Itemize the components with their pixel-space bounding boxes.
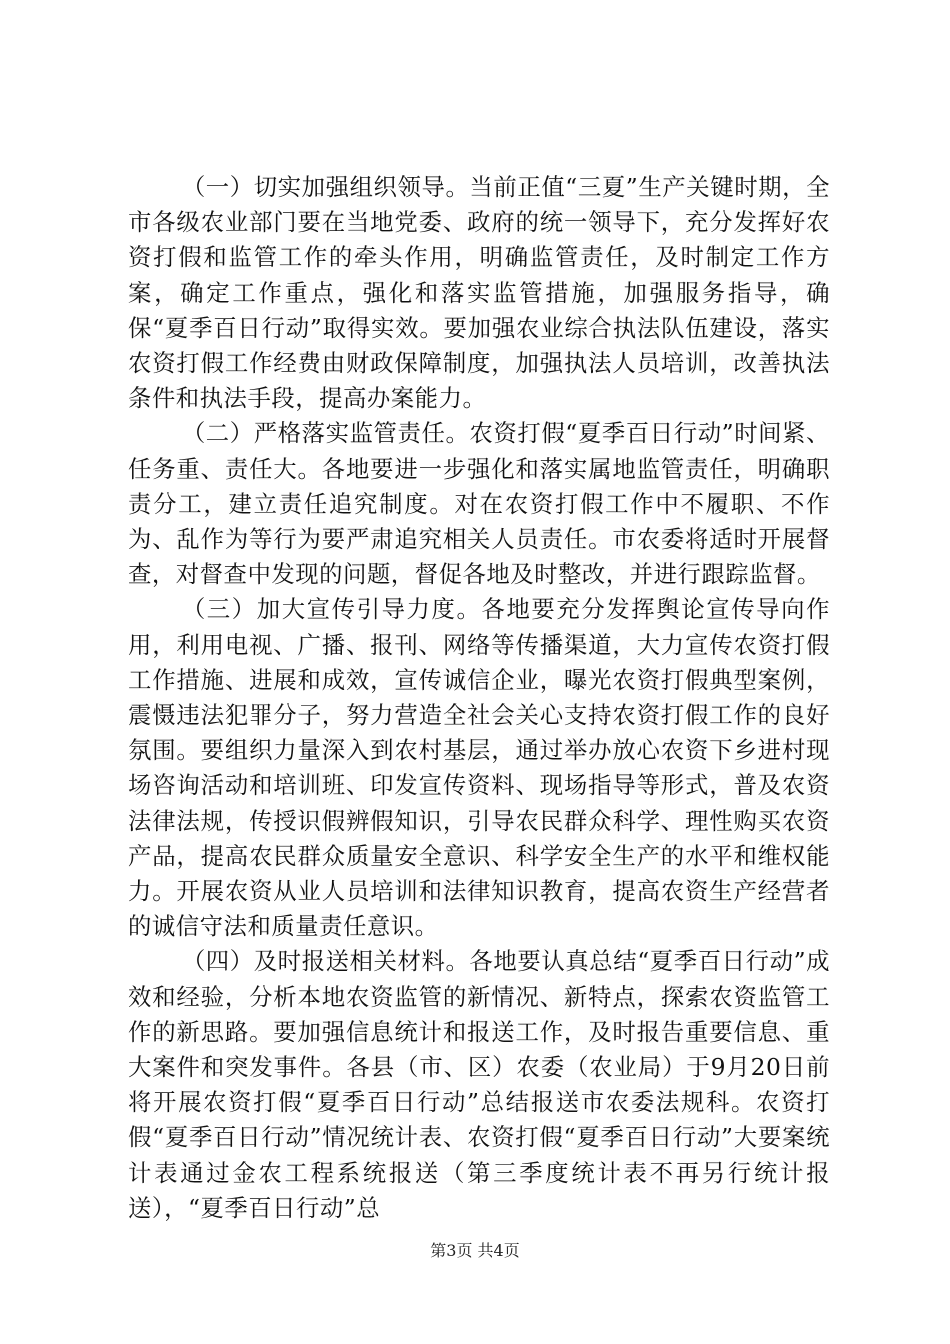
paragraph-organization-leadership: （一）切实加强组织领导。当前正值“三夏”生产关键时期，全市各级农业部门要在当地党委、政府的统一领导下，充分发挥好农资打假和监管工作的牵头作用，明确监管责任，及时制定工作方案，确定工作重点，强化和落实监管措施，加强服务指导，确保“夏季百日行动”取得实效。要加强农业综合执法队伍建设，落实农资打假工作经费由财政保障制度，加强执法人员培训，改善执法条件和执法手段，提高办案能力。 [128, 173, 830, 413]
paragraph-publicity-guidance: （三）加大宣传引导力度。各地要充分发挥舆论宣传导向作用，利用电视、广播、报刊、网络等传播渠道，大力宣传农资打假工作措施、进展和成效，宣传诚信企业，曝光农资打假典型案例，震慑违法犯罪分子，努力营造全社会关心支持农资打假工作的良好氛围。要组织力量深入到农村基层，通过举办放心农资下乡进村现场咨询活动和培训班、印发宣传资料、现场指导等形式，普及农资法律法规，传授识假辨假知识，引导农民群众科学、理性购买农资产品，提高农民群众质量安全意识、科学安全生产的水平和维权能力。开展农资从业人员培训和法律知识教育，提高农资生产经营者的诚信守法和质量责任意识。 [128, 595, 830, 941]
paragraph-supervision-responsibility: （二）严格落实监管责任。农资打假“夏季百日行动”时间紧、任务重、责任大。各地要进一步强化和落实属地监管责任，明确职责分工，建立责任追究制度。对在农资打假工作中不履职、不作为、乱作为等行为要严肃追究相关人员责任。市农委将适时开展督查，对督查中发现的问题，督促各地及时整改，并进行跟踪监督。 [128, 419, 830, 589]
document-body [128, 170, 830, 1226]
page-footer: 第3页 共4页 [430, 1241, 520, 1260]
paragraph-report-materials: （四）及时报送相关材料。各地要认真总结“夏季百日行动”成效和经验，分析本地农资监管的新情况、新特点，探索农资监管工作的新思路。要加强信息统计和报送工作，及时报告重要信息、重大案件和突发事件。各县（市、区）农委（农业局）于9月20日前将开展农资打假“夏季百日行动”总结报送市农委法规科。农资打假“夏季百日行动”情况统计表、农资打假“夏季百日行动”大要案统计表通过金农工程系统报送（第三季度统计表不再另行统计报送），“夏季百日行动”总 [128, 947, 830, 1222]
